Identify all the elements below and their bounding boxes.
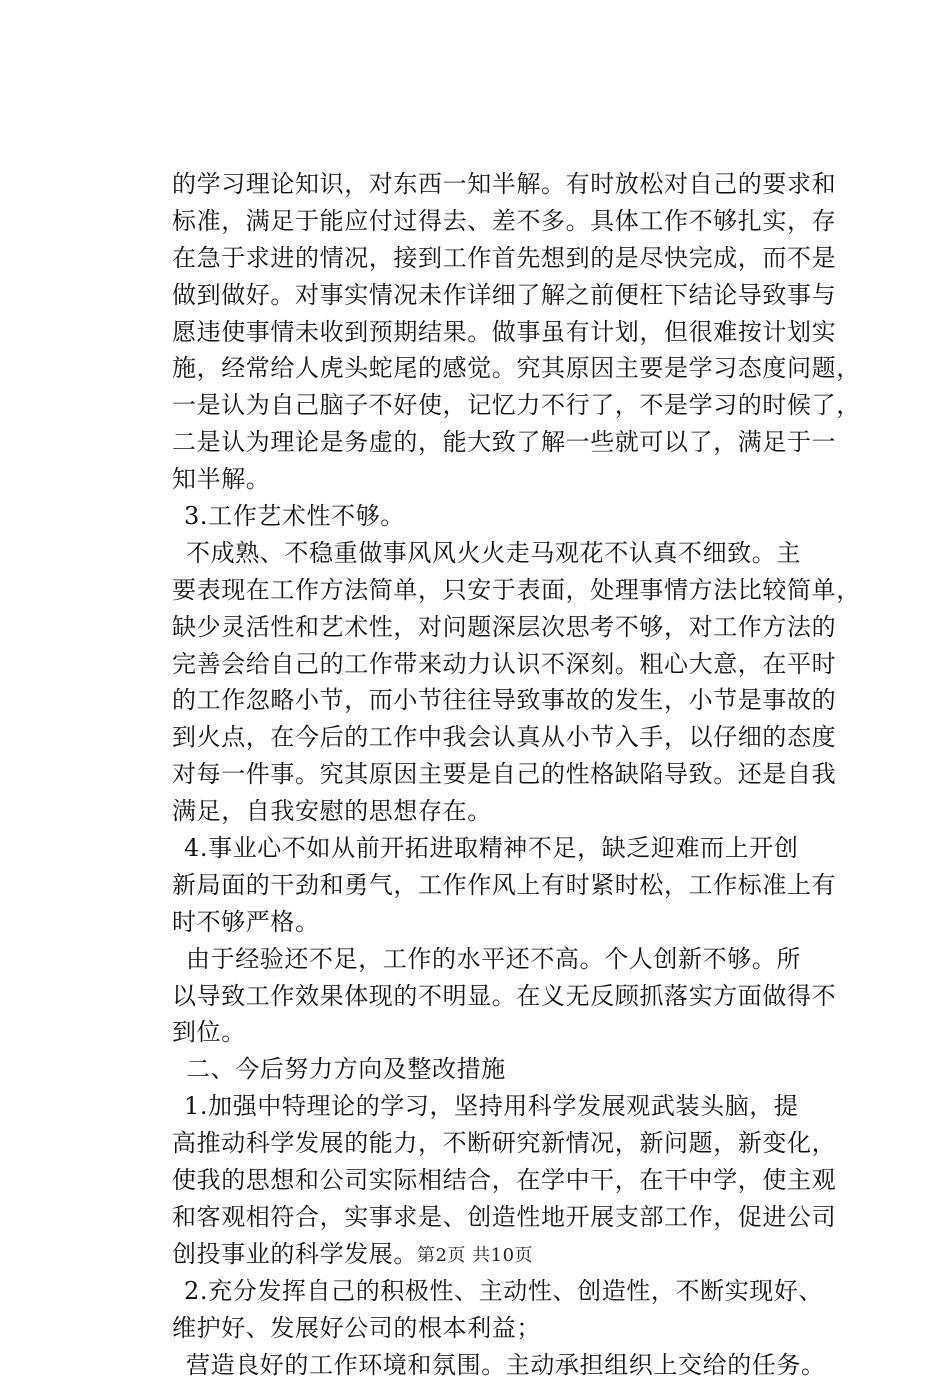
text-line: 的工作忽略小节，而小节往往导致事故的发生，小节是事故的 [172,682,842,719]
text-line: 2.充分发挥自己的积极性、主动性、创造性，不断实现好、 [172,1273,842,1310]
text-line: 要表现在工作方法简单，只安于表面，处理事情方法比较简单， [172,572,842,609]
text-line: 满足，自我安慰的思想存在。 [172,793,842,830]
text-line: 知半解。 [172,461,842,498]
text-line: 不成熟、不稳重做事风风火火走马观花不认真不细致。主 [172,535,842,572]
text-line: 做到做好。对事实情况未作详细了解之前便枉下结论导致事与 [172,277,842,314]
text-line: 使我的思想和公司实际相结合，在学中干，在干中学，使主观 [172,1162,842,1199]
text-line: 到位。 [172,1014,842,1051]
text-line: 二是认为理论是务虚的，能大致了解一些就可以了，满足于一 [172,424,842,461]
text-line: 完善会给自己的工作带来动力认识不深刻。粗心大意，在平时 [172,646,842,683]
text-line: 对每一件事。究其原因主要是自己的性格缺陷导致。还是自我 [172,756,842,793]
text-line: 标准，满足于能应付过得去、差不多。具体工作不够扎实，存 [172,203,842,240]
body-text [172,166,842,1383]
text-line: 一是认为自己脑子不好使，记忆力不行了，不是学习的时候了， [172,387,842,424]
text-line: 施，经常给人虎头蛇尾的感觉。究其原因主要是学习态度问题， [172,350,842,387]
text-line: 维护好、发展好公司的根本利益； [172,1310,842,1347]
text-line: 在急于求进的情况，接到工作首先想到的是尽快完成，而不是 [172,240,842,277]
text-line: 缺少灵活性和艺术性，对问题深层次思考不够，对工作方法的 [172,609,842,646]
text-line: 1.加强中特理论的学习，坚持用科学发展观武装头脑，提 [172,1088,842,1125]
text-line: 愿违使事情未收到预期结果。做事虽有计划，但很难按计划实 [172,314,842,351]
section-heading-4: 4.事业心不如从前开拓进取精神不足，缺乏迎难而上开创 [172,830,842,867]
text-line: 到火点，在今后的工作中我会认真从小节入手，以仔细的态度 [172,719,842,756]
text-line: 高推动科学发展的能力，不断研究新情况，新问题，新变化， [172,1125,842,1162]
text-line: 和客观相符合，实事求是、创造性地开展支部工作，促进公司 [172,1199,842,1236]
page-footer: 第2页 共10页 [0,1241,950,1267]
text-line: 创投事业的科学发展。 [172,1236,842,1273]
text-line: 的学习理论知识，对东西一知半解。有时放松对自己的要求和 [172,166,842,203]
text-line: 营造良好的工作环境和氛围。主动承担组织上交给的任务。 [172,1347,842,1383]
text-line: 时不够严格。 [172,904,842,941]
text-line: 以导致工作效果体现的不明显。在义无反顾抓落实方面做得不 [172,978,842,1015]
text-line: 新局面的干劲和勇气，工作作风上有时紧时松，工作标准上有 [172,867,842,904]
text-line: 由于经验还不足，工作的水平还不高。个人创新不够。所 [172,941,842,978]
section-heading-3: 3.工作艺术性不够。 [172,498,842,535]
section-heading-2: 二、今后努力方向及整改措施 [172,1051,842,1088]
